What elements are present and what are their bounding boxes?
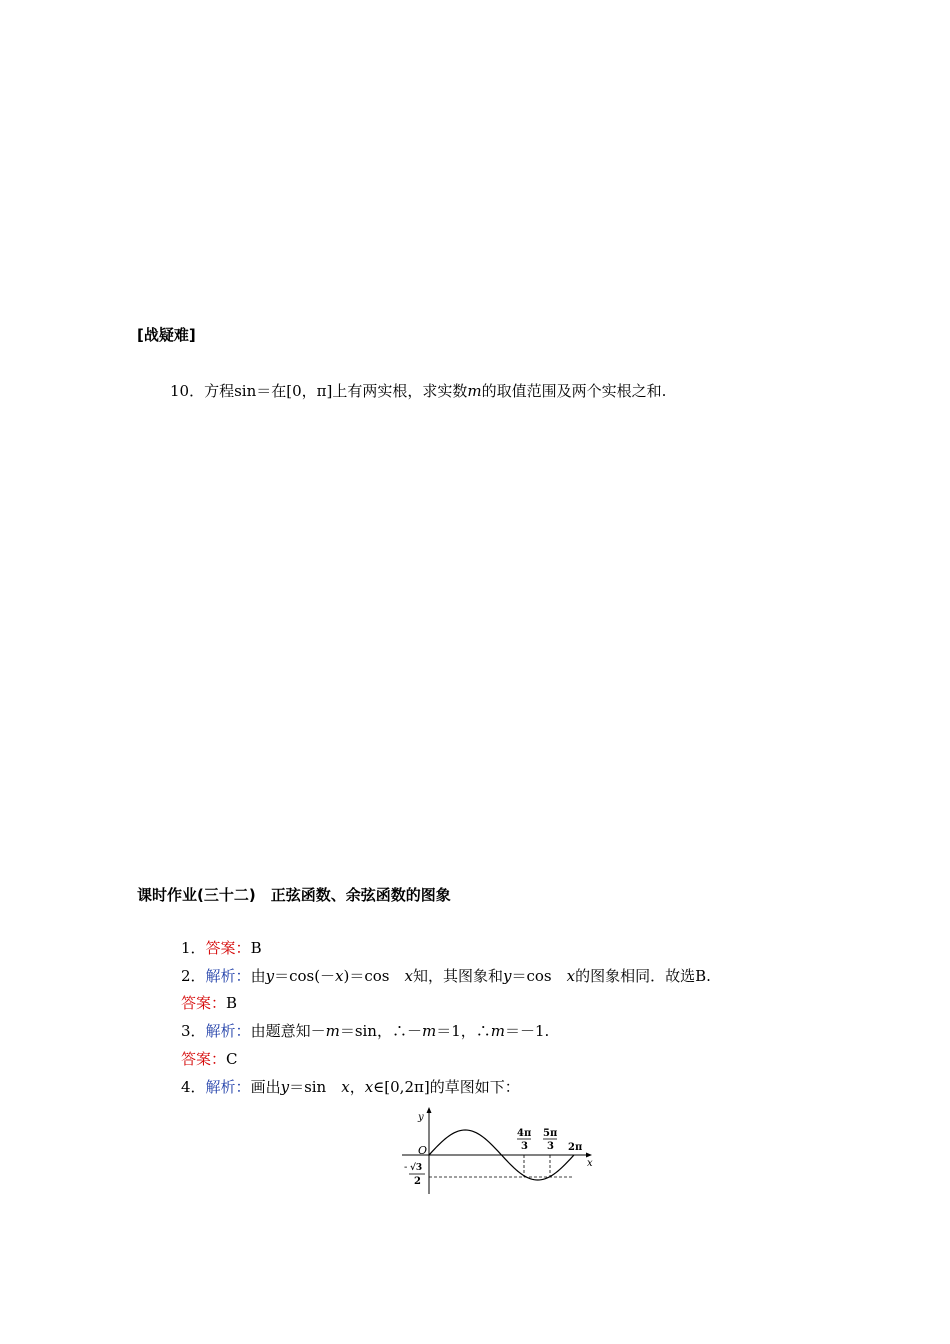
text: ＝cos(－ xyxy=(274,967,336,985)
analysis-label: 解析： xyxy=(205,1022,251,1040)
var-x: x xyxy=(566,967,576,985)
analysis-label: 解析： xyxy=(205,1078,251,1096)
var-m: m xyxy=(325,1022,340,1040)
answer-label: 答案： xyxy=(181,994,227,1012)
text: )＝cos xyxy=(343,967,405,985)
answer-label: 答案： xyxy=(205,939,251,957)
y-axis-arrow xyxy=(427,1107,432,1113)
x-axis-label: x xyxy=(587,1158,593,1169)
text: ＝sin，∴－ xyxy=(339,1022,422,1040)
answer-4-analysis xyxy=(181,1077,520,1097)
tick-4pi-denominator: 3 xyxy=(521,1141,528,1152)
problem-text: 方程sin＝在[0，π]上有两实根，求实数 xyxy=(204,382,468,400)
x-axis-arrow xyxy=(586,1153,592,1158)
section-header: [战疑难] xyxy=(137,326,196,344)
sqrt3-denominator: 2 xyxy=(414,1176,421,1187)
tick-5pi-numerator: 5π xyxy=(543,1128,558,1139)
answer-3-analysis xyxy=(181,1021,549,1041)
answer-number: 3． xyxy=(181,1022,206,1040)
text: 由 xyxy=(250,967,266,985)
tick-5pi-denominator: 3 xyxy=(547,1141,554,1152)
sine-graph xyxy=(398,1104,598,1196)
answer-number: 1． xyxy=(181,939,206,957)
var-y: y xyxy=(502,967,512,985)
answer-3-answer xyxy=(181,1049,238,1069)
text: 画出 xyxy=(250,1078,281,1096)
answer-value: B xyxy=(250,939,262,957)
var-y: y xyxy=(265,967,275,985)
text: ， xyxy=(349,1078,365,1096)
origin-label: O xyxy=(418,1144,428,1157)
text: 的图象相同．故选B. xyxy=(575,967,711,985)
answer-2-answer xyxy=(181,993,237,1013)
text: ∈[0,2π]的草图如下： xyxy=(373,1078,520,1096)
var-y: y xyxy=(280,1078,290,1096)
text: ＝－1. xyxy=(504,1022,550,1040)
var-m: m xyxy=(421,1022,437,1040)
problem-text-end: 的取值范围及两个实根之和. xyxy=(481,382,667,400)
y-axis-label: y xyxy=(418,1112,424,1123)
answer-value: B xyxy=(226,994,238,1012)
answer-number: 2． xyxy=(181,967,206,985)
answers-title: 课时作业(三十二) 正弦函数、余弦函数的图象 xyxy=(137,886,451,904)
neg-sign: - xyxy=(404,1162,408,1173)
text: ＝cos xyxy=(511,967,567,985)
var-x: x xyxy=(335,967,344,985)
sqrt3-numerator: √3 xyxy=(410,1163,423,1173)
answer-label: 答案： xyxy=(181,1050,227,1068)
tick-2pi: 2π xyxy=(568,1142,583,1153)
answer-value: C xyxy=(226,1050,238,1068)
var-x: x xyxy=(341,1078,350,1096)
text: 由题意知－ xyxy=(250,1022,326,1040)
answer-2-analysis xyxy=(181,966,711,986)
problem-10 xyxy=(170,381,666,401)
var-x: x xyxy=(404,967,413,985)
answer-1 xyxy=(181,938,262,958)
tick-4pi-numerator: 4π xyxy=(517,1128,532,1139)
var-x: x xyxy=(364,1078,374,1096)
text: ＝sin xyxy=(289,1078,342,1096)
problem-number: 10． xyxy=(170,382,205,400)
text: ＝1，∴ xyxy=(436,1022,491,1040)
text: 知，其图象和 xyxy=(412,967,503,985)
problem-var-m: m xyxy=(467,382,482,400)
answer-number: 4． xyxy=(181,1078,206,1096)
var-m: m xyxy=(490,1022,505,1040)
analysis-label: 解析： xyxy=(205,967,251,985)
